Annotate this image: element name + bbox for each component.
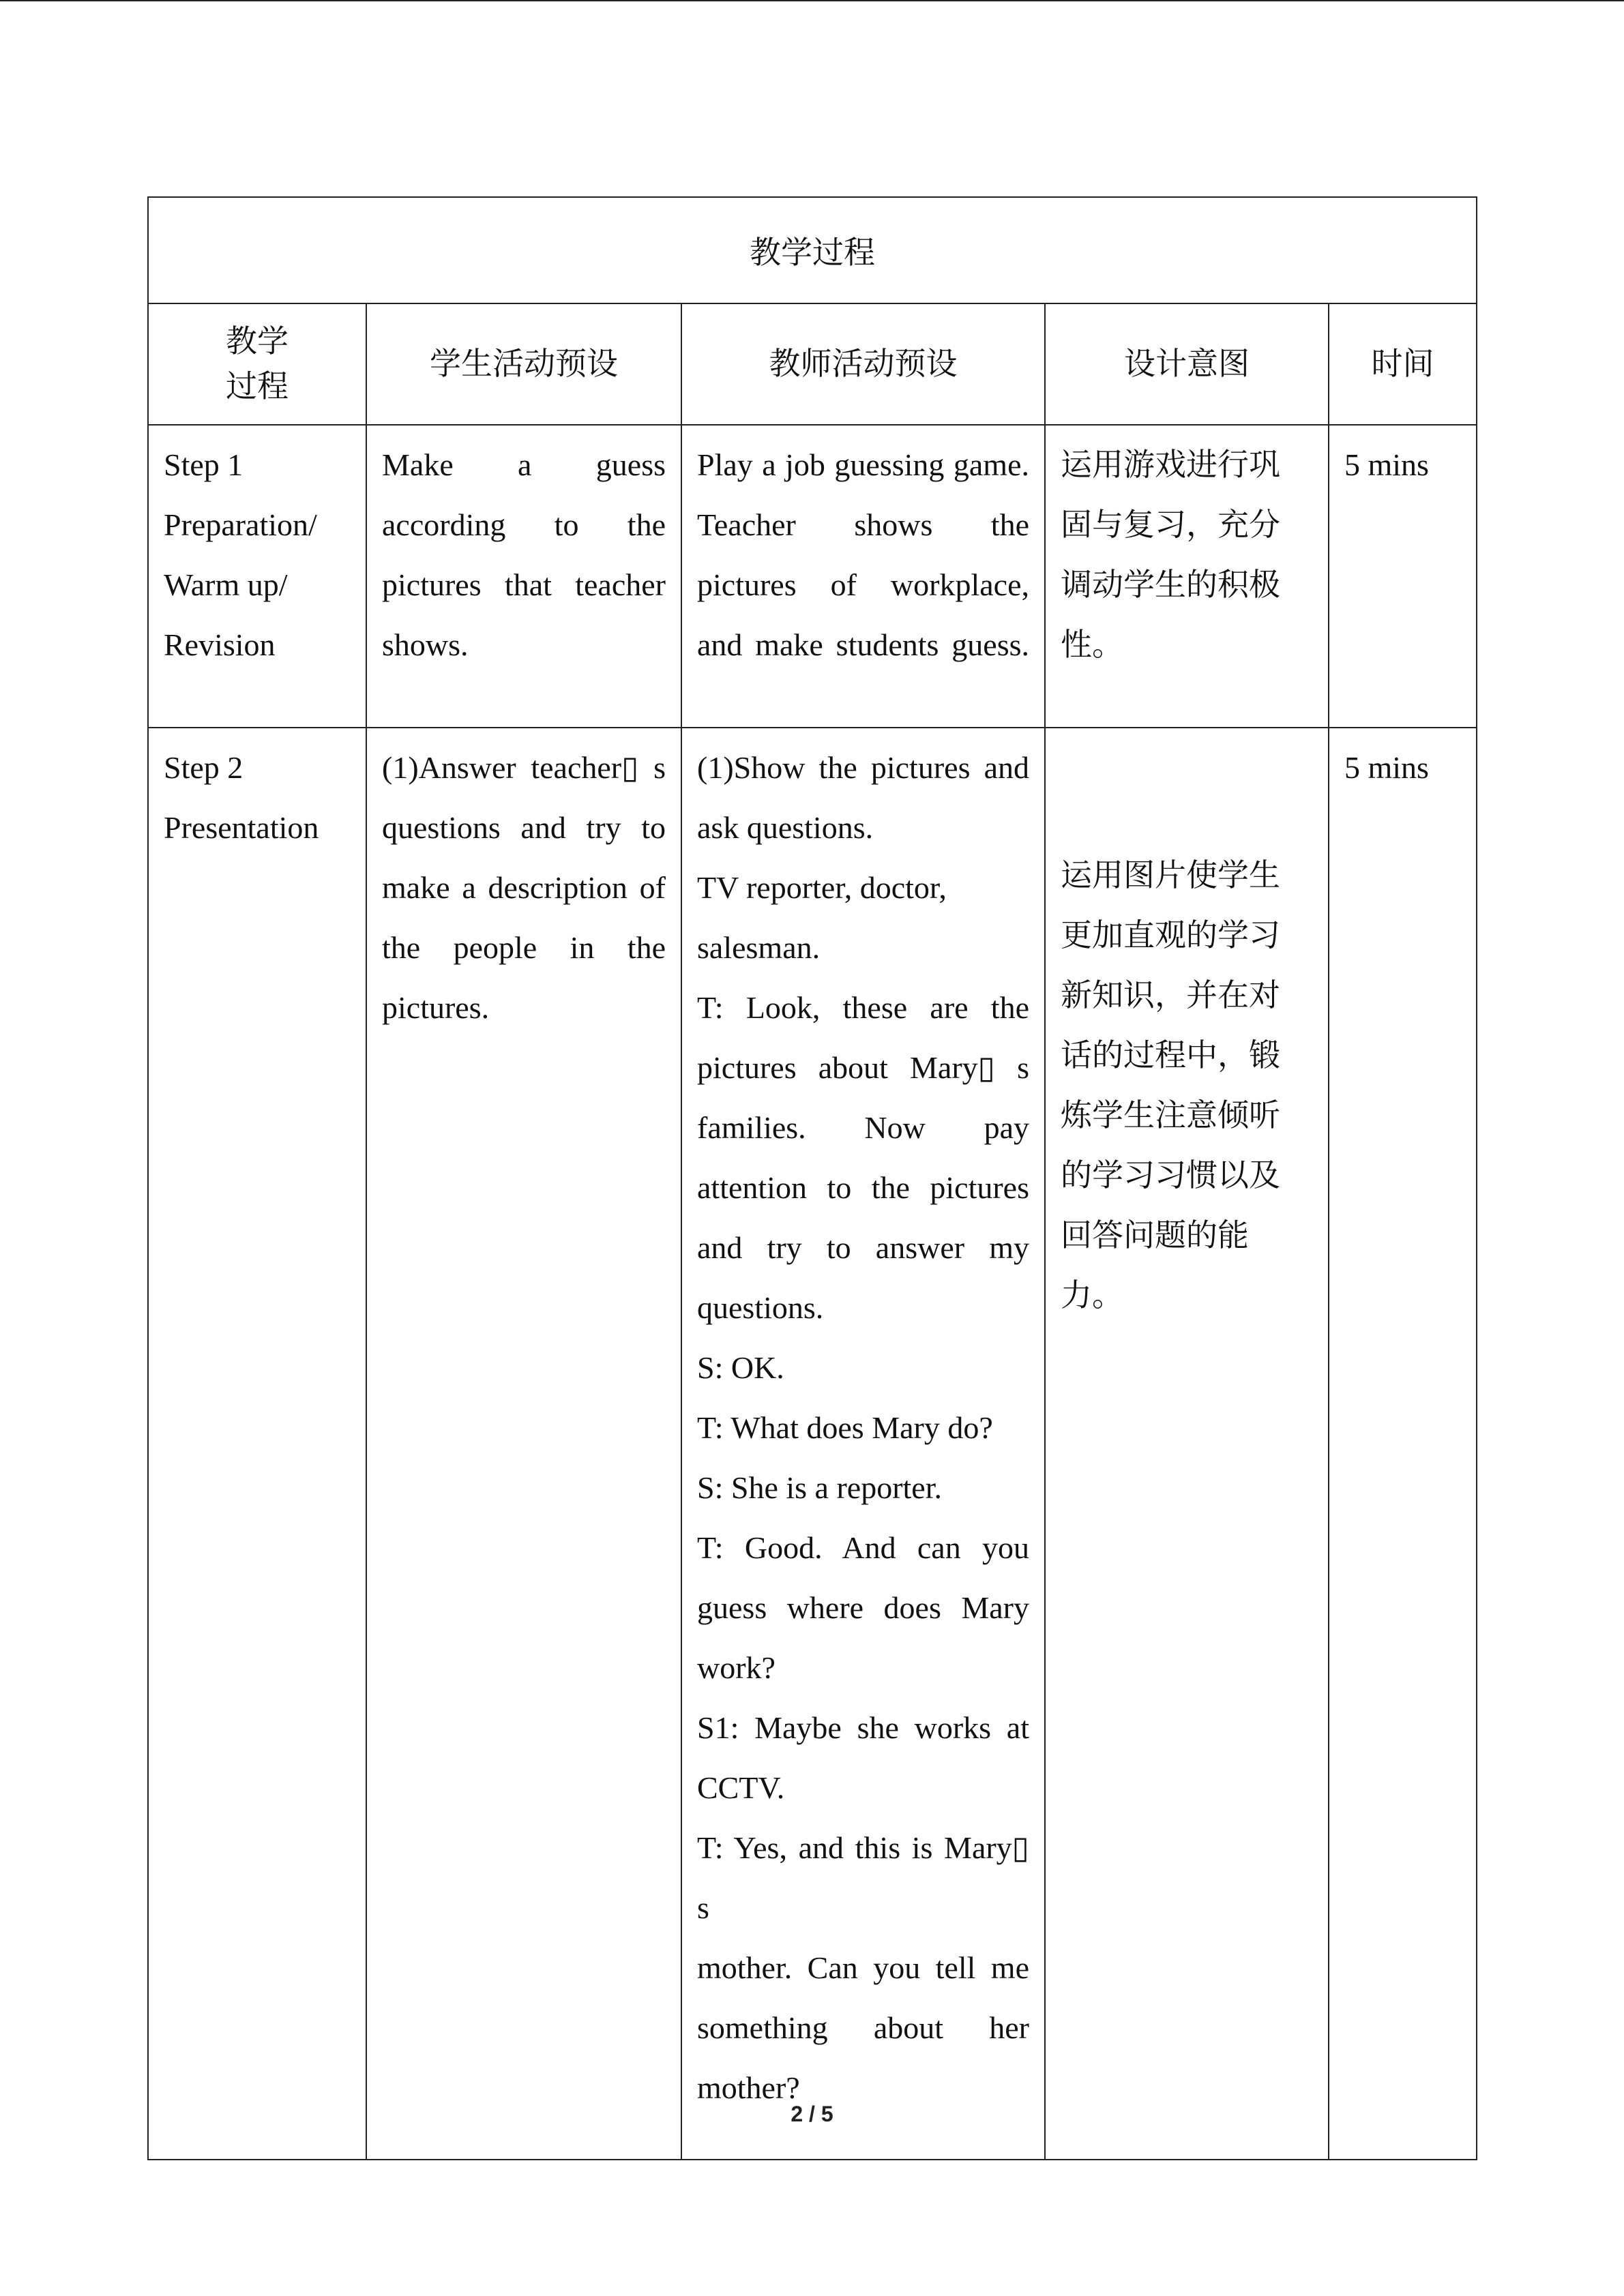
page-number: 2 / 5	[791, 2102, 833, 2126]
header-design-intent: 设计意图	[1045, 303, 1329, 425]
student-activity-cell: Make a guess according to the pictures that teacher shows.	[366, 425, 681, 728]
time-cell: 5 mins	[1329, 425, 1477, 728]
header-student-activity: 学生活动预设	[366, 303, 681, 425]
top-border-line	[0, 0, 1624, 1]
header-time: 时间	[1329, 303, 1477, 425]
teacher-activity-cell: (1)Show the pictures and ask questions. TV reporter, doctor, salesman. T: Look, these are the pictures about Mary▯ s families. Now pay attention to the pictures and try to answer my questions. S: OK. T: What does Mary do? S: She is a reporter. T: Good. And can you guess where does Mary work? S1: Maybe she works at CCTV. T: Yes, and this is Mary▯ s mother. Can you tell me something about her mother?	[681, 728, 1045, 2160]
header-row	[148, 303, 1477, 425]
time-cell: 5 mins	[1329, 728, 1477, 2160]
lesson-plan-table	[147, 196, 1477, 2160]
table-title: 教学过程	[148, 197, 1477, 303]
teacher-activity-cell: Play a job guessing game. Teacher shows the pictures of workplace, and make students guess.	[681, 425, 1045, 728]
design-intent-cell: 运用游戏进行巩 固与复习，充分 调动学生的积极 性。	[1045, 425, 1329, 728]
table-row	[148, 425, 1477, 728]
table-row	[148, 728, 1477, 2160]
header-teacher-activity: 教师活动预设	[681, 303, 1045, 425]
design-intent-cell: 运用图片使学生 更加直观的学习 新知识，并在对 话的过程中，锻 炼学生注意倾听 的学习习惯以及 回答问题的能 力。	[1045, 728, 1329, 2160]
step-cell: Step 1 Preparation/ Warm up/ Revision	[148, 425, 366, 728]
step-cell: Step 2 Presentation	[148, 728, 366, 2160]
student-activity-cell: (1)Answer teacher▯ s questions and try to make a description of the people in the pictures.	[366, 728, 681, 2160]
header-step: 教学 过程	[148, 303, 366, 425]
